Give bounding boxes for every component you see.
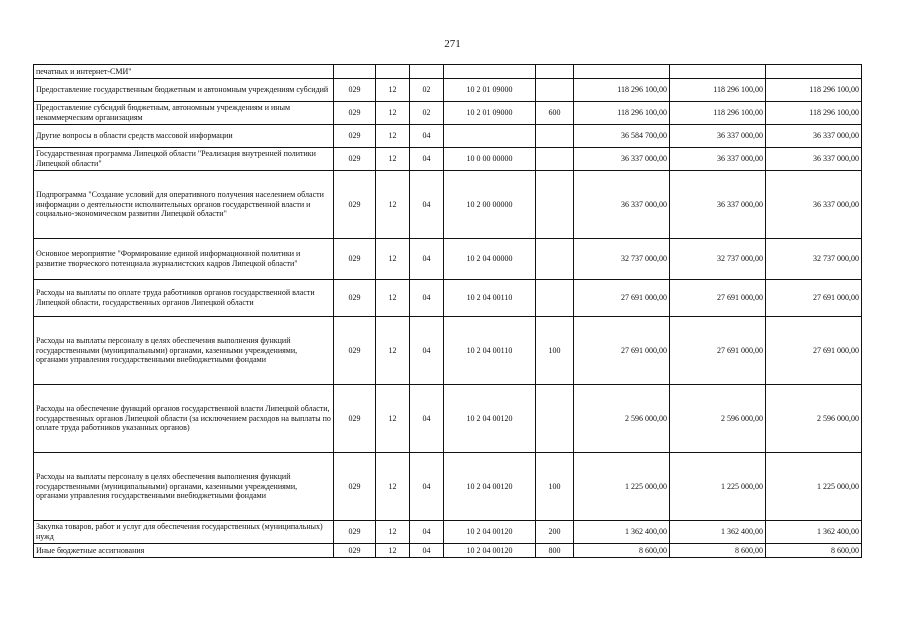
- subsection-code-cell: 04: [410, 280, 444, 317]
- target-article-cell: 10 2 04 00110: [444, 317, 536, 385]
- amount-year3-cell: 1 225 000,00: [766, 453, 862, 521]
- budget-table: [33, 64, 862, 558]
- expense-type-cell: 100: [536, 317, 574, 385]
- target-article-cell: 10 0 00 00000: [444, 148, 536, 171]
- target-article-cell: 10 2 04 00120: [444, 453, 536, 521]
- ved-code-cell: [334, 65, 376, 79]
- expense-type-cell: [536, 79, 574, 102]
- target-article-cell: 10 2 04 00000: [444, 239, 536, 280]
- section-code-cell: 12: [376, 280, 410, 317]
- amount-year2-cell: 32 737 000,00: [670, 239, 766, 280]
- section-code-cell: 12: [376, 171, 410, 239]
- subsection-code-cell: 04: [410, 453, 444, 521]
- target-article-cell: 10 2 04 00110: [444, 280, 536, 317]
- row-name-cell: Закупка товаров, работ и услуг для обеспечения государственных (муниципальных) нужд: [34, 521, 334, 544]
- section-code-cell: 12: [376, 125, 410, 148]
- expense-type-cell: [536, 239, 574, 280]
- amount-year2-cell: 27 691 000,00: [670, 317, 766, 385]
- amount-year3-cell: 36 337 000,00: [766, 125, 862, 148]
- amount-year1-cell: 118 296 100,00: [574, 79, 670, 102]
- amount-year1-cell: 36 584 700,00: [574, 125, 670, 148]
- target-article-cell: 10 2 00 00000: [444, 171, 536, 239]
- amount-year1-cell: 118 296 100,00: [574, 102, 670, 125]
- target-article-cell: 10 2 04 00120: [444, 521, 536, 544]
- amount-year1-cell: 27 691 000,00: [574, 317, 670, 385]
- amount-year3-cell: 27 691 000,00: [766, 280, 862, 317]
- table-row: [34, 148, 862, 171]
- table-row: [34, 65, 862, 79]
- table-row: [34, 280, 862, 317]
- expense-type-cell: 200: [536, 521, 574, 544]
- ved-code-cell: 029: [334, 544, 376, 558]
- amount-year1-cell: 36 337 000,00: [574, 148, 670, 171]
- expense-type-cell: [536, 171, 574, 239]
- amount-year1-cell: 1 362 400,00: [574, 521, 670, 544]
- amount-year2-cell: 27 691 000,00: [670, 280, 766, 317]
- amount-year3-cell: [766, 65, 862, 79]
- table-row: [34, 171, 862, 239]
- amount-year3-cell: 32 737 000,00: [766, 239, 862, 280]
- amount-year3-cell: 36 337 000,00: [766, 171, 862, 239]
- ved-code-cell: 029: [334, 171, 376, 239]
- row-name-cell: Другие вопросы в области средств массовой информации: [34, 125, 334, 148]
- section-code-cell: 12: [376, 317, 410, 385]
- table-row: [34, 317, 862, 385]
- row-name-cell: Государственная программа Липецкой области "Реализация внутренней политики Липецкой области": [34, 148, 334, 171]
- amount-year3-cell: 118 296 100,00: [766, 102, 862, 125]
- row-name-cell: Расходы на выплаты персоналу в целях обеспечения выполнения функций государственными (муниципальными) органами, казенными учреждениями, органами управления государственными внебюджетными фондами: [34, 453, 334, 521]
- amount-year2-cell: 118 296 100,00: [670, 102, 766, 125]
- ved-code-cell: 029: [334, 521, 376, 544]
- row-name-cell: Подпрограмма "Создание условий для оперативного получения населением области информации о деятельности исполнительных органов государственной власти и социально-экономическом развитии Липецкой области": [34, 171, 334, 239]
- ved-code-cell: 029: [334, 148, 376, 171]
- table-row: [34, 102, 862, 125]
- expense-type-cell: [536, 148, 574, 171]
- amount-year2-cell: 8 600,00: [670, 544, 766, 558]
- expense-type-cell: [536, 65, 574, 79]
- amount-year2-cell: [670, 65, 766, 79]
- subsection-code-cell: 04: [410, 521, 444, 544]
- amount-year3-cell: 27 691 000,00: [766, 317, 862, 385]
- row-name-cell: Иные бюджетные ассигнования: [34, 544, 334, 558]
- target-article-cell: [444, 65, 536, 79]
- amount-year2-cell: 36 337 000,00: [670, 171, 766, 239]
- table-row: [34, 385, 862, 453]
- row-name-cell: Расходы на выплаты по оплате труда работников органов государственной власти Липецкой области, государственных органов Липецкой области: [34, 280, 334, 317]
- section-code-cell: 12: [376, 148, 410, 171]
- ved-code-cell: 029: [334, 385, 376, 453]
- expense-type-cell: [536, 280, 574, 317]
- subsection-code-cell: [410, 65, 444, 79]
- amount-year3-cell: 8 600,00: [766, 544, 862, 558]
- row-name-cell: Предоставление субсидий бюджетным, автономным учреждениям и иным некоммерческим организациям: [34, 102, 334, 125]
- section-code-cell: 12: [376, 385, 410, 453]
- expense-type-cell: 600: [536, 102, 574, 125]
- amount-year1-cell: 8 600,00: [574, 544, 670, 558]
- subsection-code-cell: 04: [410, 317, 444, 385]
- page-number: 271: [444, 38, 461, 50]
- section-code-cell: 12: [376, 79, 410, 102]
- target-article-cell: 10 2 01 09000: [444, 79, 536, 102]
- table-row: [34, 453, 862, 521]
- ved-code-cell: 029: [334, 125, 376, 148]
- target-article-cell: 10 2 04 00120: [444, 544, 536, 558]
- row-name-cell: Расходы на обеспечение функций органов государственной власти Липецкой области, государственных органов Липецкой области (за исключением расходов на выплаты по оплате труда работников указанных органов): [34, 385, 334, 453]
- expense-type-cell: 100: [536, 453, 574, 521]
- expense-type-cell: 800: [536, 544, 574, 558]
- row-name-cell: Основное мероприятие "Формирование единой информационной политики и развитие творческого потенциала журналистских кадров Липецкой области": [34, 239, 334, 280]
- amount-year3-cell: 118 296 100,00: [766, 79, 862, 102]
- section-code-cell: 12: [376, 453, 410, 521]
- amount-year3-cell: 2 596 000,00: [766, 385, 862, 453]
- expense-type-cell: [536, 385, 574, 453]
- amount-year2-cell: 118 296 100,00: [670, 79, 766, 102]
- amount-year1-cell: 1 225 000,00: [574, 453, 670, 521]
- ved-code-cell: 029: [334, 280, 376, 317]
- amount-year1-cell: [574, 65, 670, 79]
- subsection-code-cell: 04: [410, 385, 444, 453]
- subsection-code-cell: 04: [410, 239, 444, 280]
- amount-year3-cell: 36 337 000,00: [766, 148, 862, 171]
- amount-year1-cell: 36 337 000,00: [574, 171, 670, 239]
- section-code-cell: [376, 65, 410, 79]
- row-name-cell: Расходы на выплаты персоналу в целях обеспечения выполнения функций государственными (муниципальными) органами, казенными учреждениями, органами управления государственными внебюджетными фондами: [34, 317, 334, 385]
- subsection-code-cell: 04: [410, 125, 444, 148]
- subsection-code-cell: 02: [410, 79, 444, 102]
- target-article-cell: 10 2 01 09000: [444, 102, 536, 125]
- amount-year2-cell: 1 225 000,00: [670, 453, 766, 521]
- section-code-cell: 12: [376, 521, 410, 544]
- amount-year2-cell: 36 337 000,00: [670, 148, 766, 171]
- row-name-cell: печатных и интернет-СМИ": [34, 65, 334, 79]
- expense-type-cell: [536, 125, 574, 148]
- target-article-cell: 10 2 04 00120: [444, 385, 536, 453]
- ved-code-cell: 029: [334, 453, 376, 521]
- amount-year2-cell: 36 337 000,00: [670, 125, 766, 148]
- table-row: [34, 125, 862, 148]
- ved-code-cell: 029: [334, 239, 376, 280]
- section-code-cell: 12: [376, 102, 410, 125]
- table-row: [34, 239, 862, 280]
- subsection-code-cell: 04: [410, 171, 444, 239]
- subsection-code-cell: 02: [410, 102, 444, 125]
- section-code-cell: 12: [376, 239, 410, 280]
- table-row: [34, 544, 862, 558]
- amount-year1-cell: 32 737 000,00: [574, 239, 670, 280]
- amount-year3-cell: 1 362 400,00: [766, 521, 862, 544]
- ved-code-cell: 029: [334, 79, 376, 102]
- subsection-code-cell: 04: [410, 544, 444, 558]
- target-article-cell: [444, 125, 536, 148]
- subsection-code-cell: 04: [410, 148, 444, 171]
- amount-year1-cell: 27 691 000,00: [574, 280, 670, 317]
- amount-year2-cell: 1 362 400,00: [670, 521, 766, 544]
- ved-code-cell: 029: [334, 317, 376, 385]
- ved-code-cell: 029: [334, 102, 376, 125]
- section-code-cell: 12: [376, 544, 410, 558]
- amount-year2-cell: 2 596 000,00: [670, 385, 766, 453]
- row-name-cell: Предоставление государственным бюджетным и автономным учреждениям субсидий: [34, 79, 334, 102]
- table-row: [34, 521, 862, 544]
- amount-year1-cell: 2 596 000,00: [574, 385, 670, 453]
- table-row: [34, 79, 862, 102]
